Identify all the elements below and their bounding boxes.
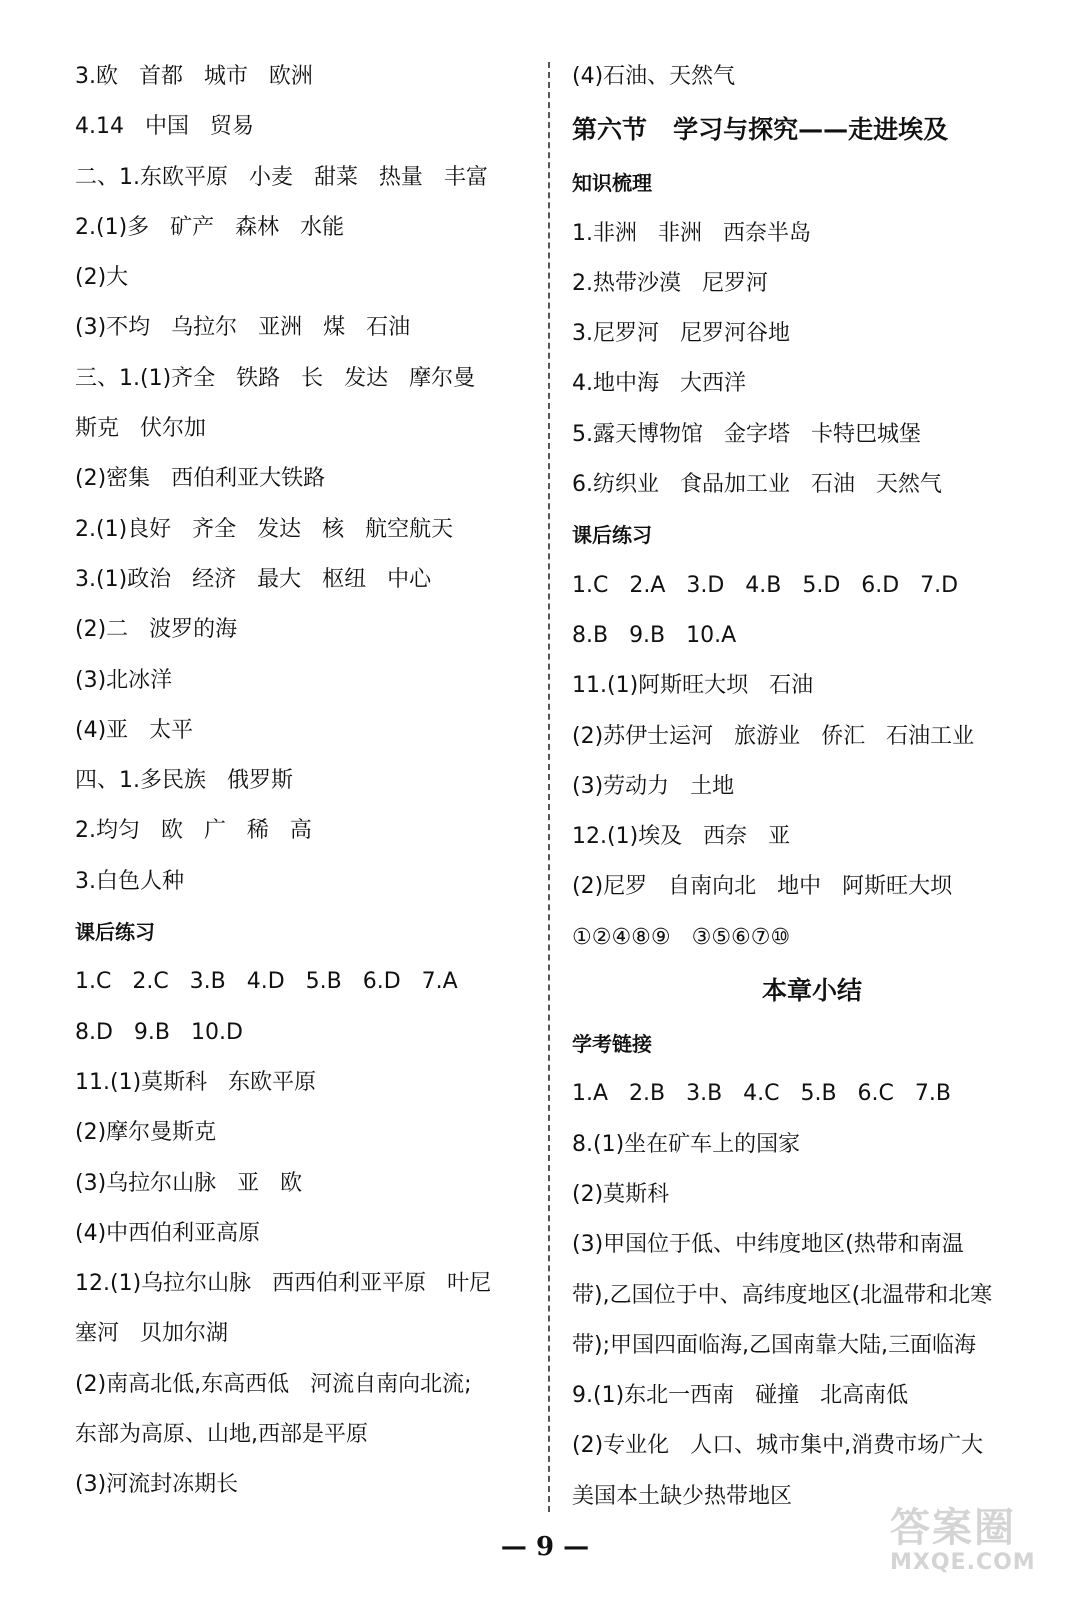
text-line: 1.A 2.B 3.B 4.C 5.B 6.C 7.B <box>572 1081 951 1107</box>
text-line: 8.(1)坐在矿车上的国家 <box>572 1131 801 1157</box>
text-line: 4.地中海 大西洋 <box>572 371 746 397</box>
subheading-after-class-practice: 课后练习 <box>572 523 652 548</box>
section-title-egypt: 第六节 学习与探究——走进埃及 <box>572 115 949 145</box>
text-line: (3)劳动力 土地 <box>572 773 735 799</box>
text-line: 斯克 伏尔加 <box>75 416 206 442</box>
watermark-logo: 答案圈 <box>890 1505 1016 1551</box>
text-line: 8.D 9.B 10.D <box>75 1019 243 1045</box>
section-title-chapter-summary: 本章小结 <box>761 976 862 1006</box>
text-line: 带),乙国位于中、高纬度地区(北温带和北寒 <box>572 1282 993 1308</box>
text-line: 1.C 2.C 3.B 4.D 5.B 6.D 7.A <box>75 969 458 995</box>
page-number: — 9 — <box>500 1532 590 1562</box>
right-column <box>572 52 1052 1522</box>
text-line: 6.纺织业 食品加工业 石油 天然气 <box>572 472 942 498</box>
text-line: 12.(1)乌拉尔山脉 西西伯利亚平原 叶尼 <box>75 1271 492 1297</box>
text-line: 四、1.多民族 俄罗斯 <box>75 768 293 794</box>
text-line: 二、1.东欧平原 小麦 甜菜 热量 丰富 <box>75 164 488 190</box>
text-line: (2)南高北低,东高西低 河流自南向北流; <box>75 1371 472 1397</box>
text-line: (2)专业化 人口、城市集中,消费市场广大 <box>572 1433 984 1459</box>
text-line: (4)亚 太平 <box>75 717 194 743</box>
text-line: 2.(1)良好 齐全 发达 核 航空航天 <box>75 516 454 542</box>
text-line: (3)不均 乌拉尔 亚洲 煤 石油 <box>75 315 411 341</box>
watermark-url: MXQE.COM <box>890 1550 1036 1575</box>
text-line: (2)摩尔曼斯克 <box>75 1120 217 1146</box>
text-line: 东部为高原、山地,西部是平原 <box>75 1422 368 1448</box>
text-line: 美国本土缺少热带地区 <box>572 1483 793 1509</box>
column-divider <box>548 62 550 1512</box>
text-line: 2.(1)多 矿产 森林 水能 <box>75 214 345 240</box>
subheading-after-class-practice: 课后练习 <box>75 920 155 945</box>
text-line: 11.(1)阿斯旺大坝 石油 <box>572 673 814 699</box>
subheading-knowledge-review: 知识梳理 <box>572 171 652 196</box>
text-line: 2.热带沙漠 尼罗河 <box>572 270 768 296</box>
text-line: (4)石油、天然气 <box>572 64 736 89</box>
text-line: 带);甲国四面临海,乙国南靠大陆,三面临海 <box>572 1332 976 1358</box>
text-line: (2)二 波罗的海 <box>75 617 238 643</box>
text-line: 8.B 9.B 10.A <box>572 622 737 648</box>
subheading-exam-links: 学考链接 <box>572 1032 652 1057</box>
text-line: 9.(1)东北一西南 碰撞 北高南低 <box>572 1383 909 1409</box>
left-column <box>75 52 535 1511</box>
text-line: 3.(1)政治 经济 最大 枢纽 中心 <box>75 566 432 592</box>
text-line: (3)乌拉尔山脉 亚 欧 <box>75 1170 303 1196</box>
text-line: 3.尼罗河 尼罗河谷地 <box>572 321 790 347</box>
text-line: 12.(1)埃及 西奈 亚 <box>572 824 791 850</box>
text-line: 5.露天博物馆 金字塔 卡特巴城堡 <box>572 421 921 447</box>
text-line: (3)河流封冻期长 <box>75 1472 239 1498</box>
text-line: (2)大 <box>75 265 129 291</box>
text-line: (2)尼罗 自南向北 地中 阿斯旺大坝 <box>572 874 953 900</box>
text-line: (2)密集 西伯利亚大铁路 <box>75 466 326 492</box>
text-line: 3.白色人种 <box>75 868 184 894</box>
text-line: 1.C 2.A 3.D 4.B 5.D 6.D 7.D <box>572 572 959 598</box>
text-line: (4)中西伯利亚高原 <box>75 1220 261 1246</box>
text-line: 三、1.(1)齐全 铁路 长 发达 摩尔曼 <box>75 365 476 391</box>
text-line: (2)莫斯科 <box>572 1181 670 1207</box>
text-line: 2.均匀 欧 广 稀 高 <box>75 818 312 844</box>
text-line: (3)北冰洋 <box>75 667 173 693</box>
text-line: 3.欧 首都 城市 欧洲 <box>75 64 313 89</box>
text-line: 1.非洲 非洲 西奈半岛 <box>572 220 811 246</box>
text-line: 4.14 中国 贸易 <box>75 114 254 140</box>
text-line: (2)苏伊士运河 旅游业 侨汇 石油工业 <box>572 723 975 749</box>
watermark <box>890 1506 1070 1578</box>
text-line: (3)甲国位于低、中纬度地区(热带和南温 <box>572 1232 964 1258</box>
text-line: 塞河 贝加尔湖 <box>75 1321 228 1347</box>
text-line: 11.(1)莫斯科 东欧平原 <box>75 1069 317 1095</box>
text-line: ①②④⑧⑨ ③⑤⑥⑦⑩ <box>572 924 791 950</box>
